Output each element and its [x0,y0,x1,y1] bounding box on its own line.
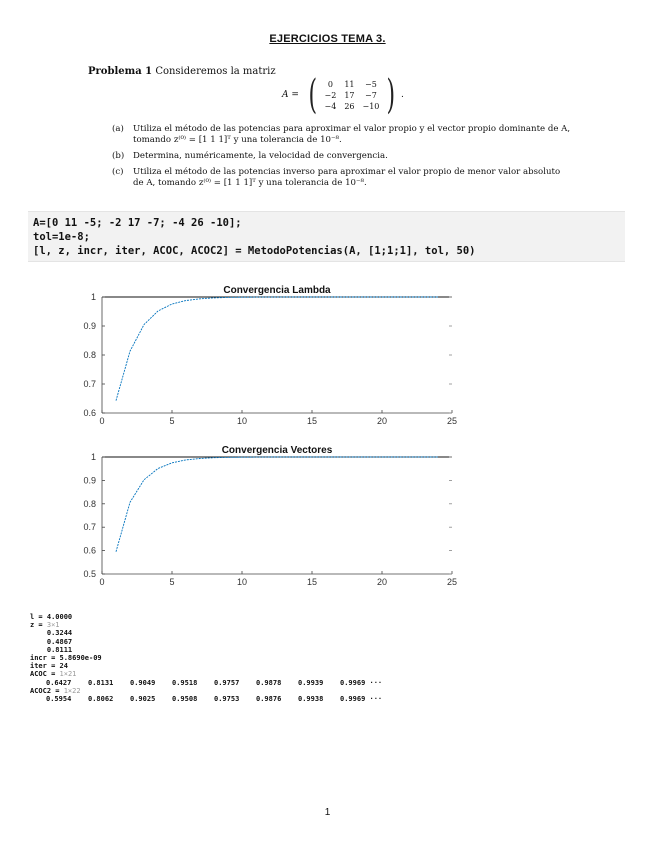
acoc-value: 0.9878 [256,678,282,687]
code-line: tol=1e-8; [33,231,90,243]
z-value: 0.4867 [46,637,73,646]
z-value: 0.8111 [46,645,73,654]
page-number: 1 [324,807,331,818]
chart-title: Convergencia Vectores [221,445,333,456]
matrix-end: . [401,90,404,100]
output-l: l = 4.0000 [30,613,73,621]
output-iter: iter = 24 [30,662,68,671]
matrix-name: A = [282,90,299,100]
y-tick-label: 0.6 [83,408,96,418]
x-tick-label: 5 [169,416,175,426]
output-z-dim: 3×1 [46,621,60,630]
x-tick-label: 10 [236,577,248,587]
x-tick-label: 25 [446,416,458,426]
matrix-cell: 26 [344,101,355,111]
x-tick-label: 20 [376,577,388,587]
item-label: (b) [112,151,125,161]
matrix-cell: −2 [324,90,337,100]
matrix-cell: −7 [365,90,377,100]
x-tick-label: 15 [306,416,318,426]
acoc2-value: 0.9969 ··· [340,694,383,703]
output-z-value [30,638,400,646]
matrix-cell: 0 [327,79,333,89]
output-z [30,621,400,629]
acoc2-value: 0.9508 [172,694,198,703]
chart-title: Convergencia Lambda [223,285,331,296]
matrix-cell: 11 [344,79,355,89]
acoc-value: 0.8131 [88,678,114,687]
acoc-value: 0.6427 [46,678,72,687]
item-text: Determina, numéricamente, la velocidad de convergencia. [133,151,388,161]
x-tick-label: 20 [376,416,388,426]
item-label: (a) [112,124,124,134]
matrix-cell: 17 [344,90,355,100]
y-tick-label: 0.8 [83,350,96,360]
code-line: [l, z, incr, iter, ACOC, ACOC2] = MetodoPotencias(A, [1;1;1], tol, 50) [33,245,476,257]
output-acoc2-label: ACOC2 = [30,686,64,695]
page-title: EJERCICIOS TEMA 3. [269,33,386,45]
acoc-value: 0.9969 ··· [340,678,383,687]
x-tick-label: 5 [169,577,175,587]
series-line [116,457,438,552]
series-line [116,297,438,401]
output-acoc-label: ACOC = [30,670,60,679]
item-text: Utiliza el método de las potencias inverso para aproximar el valor propio de menor valor absoluto de A, tomando z⁽⁰⁾ = [1 1 1]ᵀ y una tolerancia de 10⁻⁸. [133,167,561,188]
y-tick-label: 0.7 [83,379,96,389]
output-acoc [30,670,400,678]
acoc2-value: 0.9753 [214,694,240,703]
x-tick-label: 10 [236,416,248,426]
command-output [30,613,400,703]
output-z-value [30,629,400,637]
output-z-value [30,646,400,654]
code-line: A=[0 11 -5; -2 17 -7; -4 26 -10]; [33,217,242,229]
x-tick-label: 15 [306,577,318,587]
problem-intro: Consideremos la matriz [155,66,276,77]
matrix-cell: −4 [324,101,337,111]
y-tick-label: 0.9 [83,321,96,331]
acoc-value: 0.9939 [298,678,324,687]
acoc-value: 0.9518 [172,678,198,687]
y-tick-label: 0.9 [83,475,96,486]
left-paren: ( [308,72,318,118]
y-tick-label: 0.5 [83,569,96,579]
y-tick-label: 0.8 [83,498,96,509]
right-paren: ) [386,72,396,118]
matrix-cell: −5 [365,79,377,89]
z-value: 0.3244 [46,629,73,638]
item-text: Utiliza el método de las potencias para aproximar el valor propio y el vector propio dominante de A, tomando z⁽⁰⁾ = [1 1 1]ᵀ y una tolerancia de 10⁻⁸. [133,124,571,145]
output-incr: incr = 5.8690e-09 [30,653,102,662]
acoc2-value: 0.9876 [256,694,282,703]
output-z-label: z = [30,621,47,630]
output-acoc2-values[interactable] [30,695,400,703]
acoc2-value: 0.8062 [88,694,114,703]
acoc2-value: 0.9025 [130,694,156,703]
matrix-cell: −10 [362,101,380,111]
y-tick-label: 1 [90,292,96,302]
output-acoc2 [30,687,400,695]
item-label: (c) [112,167,124,177]
x-tick-label: 0 [99,577,105,587]
y-tick-label: 0.6 [83,545,96,556]
x-tick-label: 0 [99,416,105,426]
acoc2-value: 0.5954 [46,694,72,703]
output-acoc-dim: 1×21 [59,670,77,679]
y-tick-label: 0.7 [83,522,96,533]
acoc2-value: 0.9938 [298,694,324,703]
output-acoc-values[interactable] [30,679,400,687]
y-tick-label: 1 [90,452,96,462]
output-acoc2-dim: 1×22 [63,686,81,695]
acoc-value: 0.9757 [214,678,240,687]
x-tick-label: 25 [446,577,458,587]
problem-label: Problema 1 [88,66,153,77]
acoc-value: 0.9049 [130,678,156,687]
